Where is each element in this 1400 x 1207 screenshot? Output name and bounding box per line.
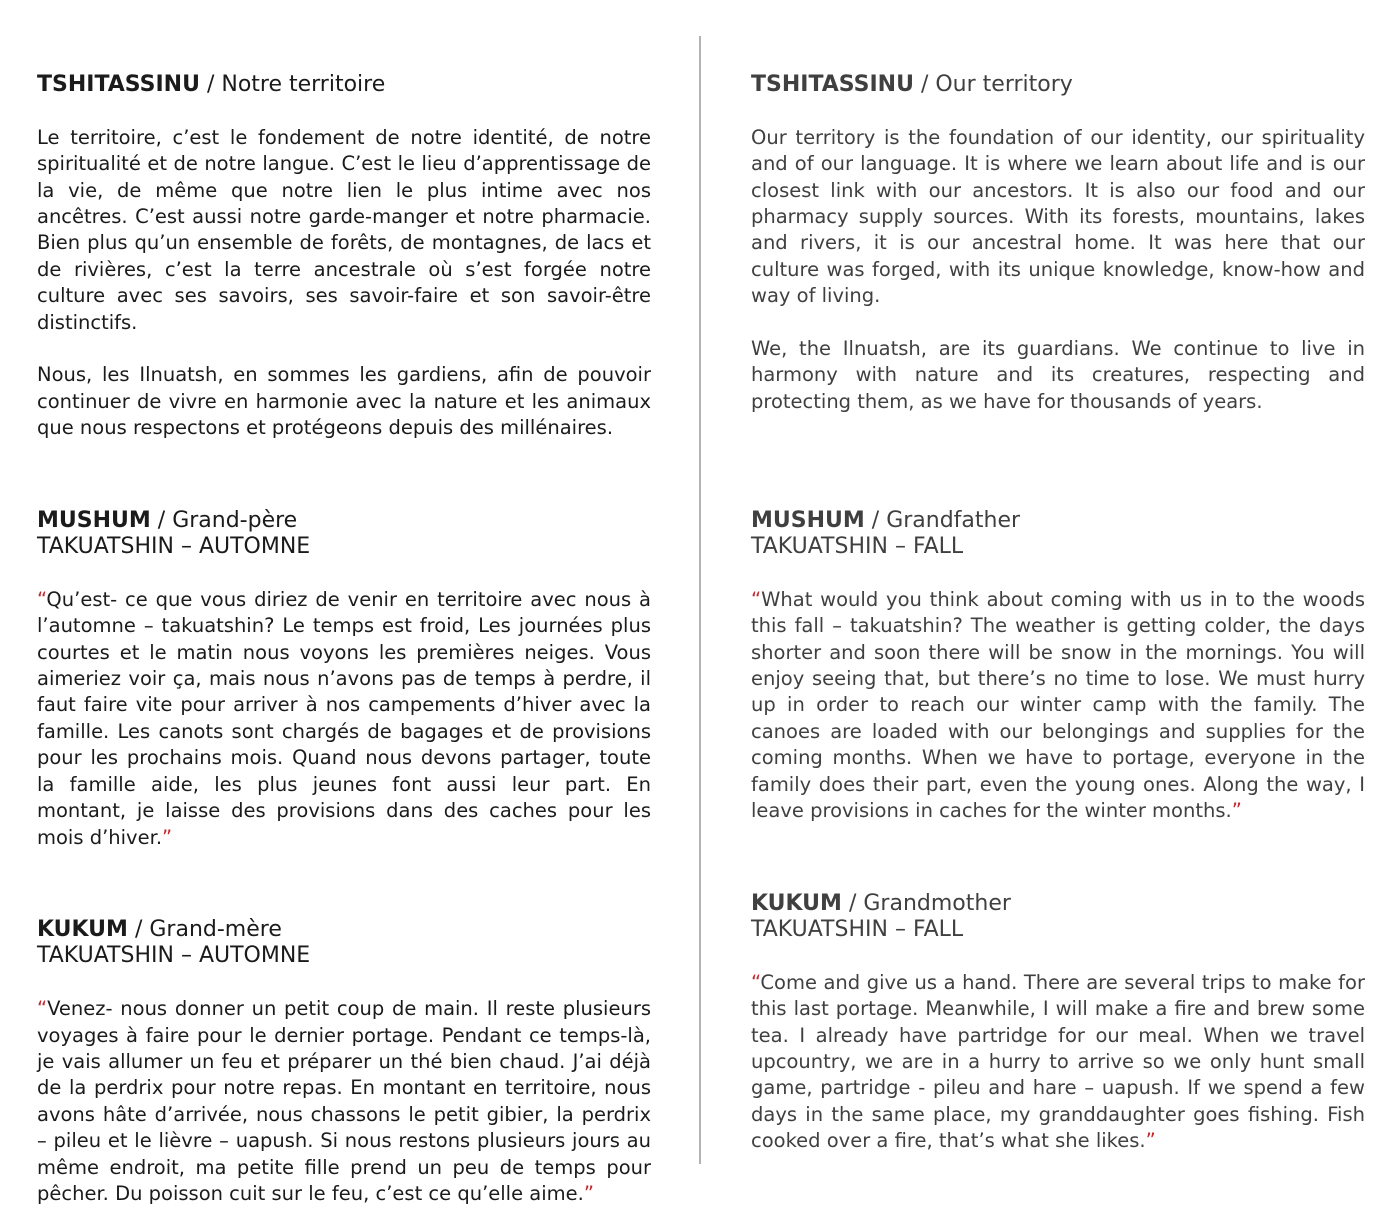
- open-quote-mark: “: [751, 970, 761, 994]
- heading-separator: /: [848, 890, 857, 916]
- section-subtitle: Grand-père: [172, 507, 298, 533]
- column-divider: [699, 36, 701, 1164]
- section-title: TSHITASSINU: [751, 72, 914, 97]
- section-heading-kukum: [751, 891, 1365, 917]
- section-title: MUSHUM: [37, 507, 151, 533]
- season-label: TAKUATSHIN – FALL: [751, 916, 964, 942]
- heading-separator: /: [157, 507, 166, 533]
- section-title: MUSHUM: [751, 507, 865, 533]
- quote-paragraph: [37, 996, 651, 1207]
- section-heading-kukum: [37, 917, 651, 943]
- close-quote-mark: ”: [583, 1181, 594, 1205]
- open-quote-mark: “: [751, 587, 762, 611]
- quote-text: Come and give us a hand. There are several trips to make for this last portage. Meanwhile, I will make a fire and brew some tea. I already have partridge for our meal. When we travel upcountry, we are in a hurry to arrive so we only hunt small game, partridge - pileu and hare – uapush. If we spend a few days in the same place, my granddaughter goes fishing. Fish cooked over a fire, that’s what she likes.: [751, 970, 1365, 1153]
- heading-separator: /: [871, 507, 880, 533]
- section-heading-tshitassinu: [37, 72, 651, 98]
- season-label: TAKUATSHIN – AUTOMNE: [37, 943, 311, 969]
- heading-separator: /: [134, 916, 143, 942]
- section-subtitle: Grandfather: [886, 507, 1021, 533]
- heading-separator: /: [206, 72, 215, 97]
- open-quote-mark: “: [37, 587, 47, 611]
- section-heading-mushum: [751, 508, 1365, 534]
- season-label: TAKUATSHIN – FALL: [751, 534, 964, 560]
- quote-text: Qu’est- ce que vous diriez de venir en territoire avec nous à l’automne – takuatshin? Le temps est froid, Les journées plus courtes et le matin nous voyons les premières neiges. Vous aimeriez voir ça, mais nous n’avons pas de temps à perdre, il faut faire vite pour arriver à nos campements d’hiver avec la famille. Les canots sont chargés de bagages et de provisions pour les prochains mois. Quand nous devons partager, toute la famille aide, les plus jeunes font aussi leur part. En montant, je laisse des provisions dans des caches pour les mois d’hiver.: [37, 587, 651, 849]
- paragraph: Nous, les Ilnuatsh, en sommes les gardiens, afin de pouvoir continuer de vivre en harmonie avec la nature et les animaux que nous respectons et protégeons depuis des millénaires.: [37, 363, 651, 440]
- section-subtitle: Notre territoire: [221, 72, 386, 97]
- section-subtitle: Our territory: [935, 72, 1073, 97]
- season-label: TAKUATSHIN – AUTOMNE: [37, 534, 311, 560]
- close-quote-mark: ”: [1231, 799, 1242, 823]
- close-quote-mark: ”: [1145, 1129, 1156, 1153]
- paragraph: Our territory is the foundation of our identity, our spirituality and of our language. It is where we learn about life and is our closest link with our ancestors. It is also our food and our pharmacy supply sources. With its forests, mountains, lakes and rivers, it is our ancestral home. It was here that our culture was forged, with its unique knowledge, know-how and way of living.: [751, 125, 1365, 308]
- open-quote-mark: “: [37, 997, 48, 1021]
- heading-separator: /: [920, 72, 929, 97]
- section-subtitle: Grandmother: [863, 890, 1011, 916]
- section-title: KUKUM: [751, 890, 842, 916]
- french-column: [37, 72, 651, 1207]
- section-heading-mushum: [37, 508, 651, 534]
- quote-paragraph: [751, 587, 1365, 825]
- section-subtitle: Grand-mère: [149, 916, 282, 942]
- quote-text: What would you think about coming with us in to the woods this fall – takuatshin? The weather is getting colder, the days shorter and soon there will be snow in the mornings. You will enjoy seeing that, but there’s no time to lose. We must hurry up in order to reach our winter camp with the family. The canoes are loaded with our belongings and supplies for the coming months. When we have to portage, everyone in the family does their part, even the young ones. Along the way, I leave provisions in caches for the winter months.: [751, 587, 1365, 823]
- quote-paragraph: [37, 587, 651, 851]
- section-title: TSHITASSINU: [37, 72, 200, 97]
- section-heading-tshitassinu: [751, 72, 1365, 98]
- close-quote-mark: ”: [162, 825, 173, 849]
- paragraph: Le territoire, c’est le fondement de notre identité, de notre spiritualité et de notre langue. C’est le lieu d’apprentissage de la vie, de même que notre lien le plus intime avec nos ancêtres. C’est aussi notre garde-manger et notre pharmacie. Bien plus qu’un ensemble de forêts, de montagnes, de lacs et de rivières, c’est la terre ancestrale où s’est forgée notre culture avec ses savoirs, ses savoir-faire et son savoir-être distinctifs.: [37, 125, 651, 334]
- section-title: KUKUM: [37, 916, 128, 942]
- english-column: [751, 72, 1365, 1155]
- quote-text: Venez- nous donner un petit coup de main. Il reste plusieurs voyages à faire pour le dernier portage. Pendant ce temps-là, je vais allumer un feu et préparer un thé bien chaud. J’ai déjà de la perdrix pour notre repas. En montant en territoire, nous avons hâte d’arrivée, nous chassons le petit gibier, la perdrix – pileu et le lièvre – uapush. Si nous restons plusieurs jours au même endroit, ma petite fille prend un peu de temps pour pêcher. Du poisson cuit sur le feu, c’est ce qu’elle aime.: [37, 997, 651, 1205]
- quote-paragraph: [751, 970, 1365, 1155]
- paragraph: We, the Ilnuatsh, are its guardians. We continue to live in harmony with nature and its creatures, respecting and protecting them, as we have for thousands of years.: [751, 337, 1365, 413]
